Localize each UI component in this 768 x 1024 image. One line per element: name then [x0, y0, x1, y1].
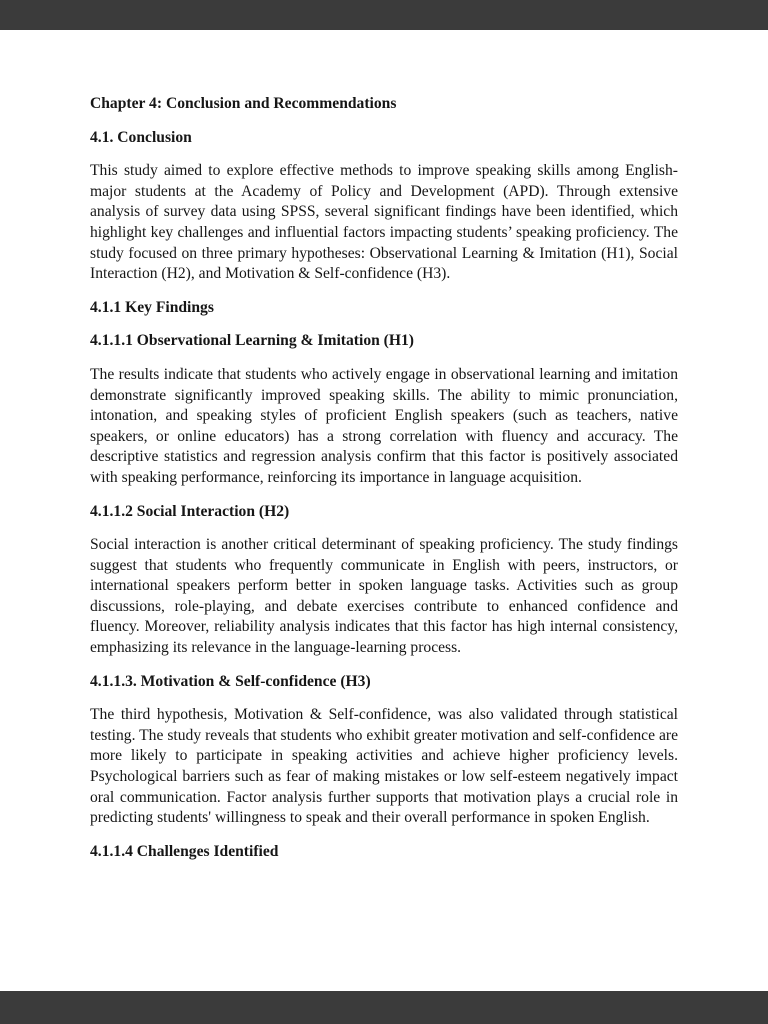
section-heading-observational-learning: 4.1.1.1 Observational Learning & Imitation (H1): [90, 332, 414, 350]
viewer-top-bar: [0, 0, 768, 30]
section-heading-motivation: 4.1.1.3. Motivation & Self-confidence (H3): [90, 672, 371, 690]
paragraph-conclusion: This study aimed to explore effective methods to improve speaking skills among English-major students at the Academy of Policy and Development (APD). Through extensive analysis of survey data using SPSS, several significant findings have been identified, which highlight key challenges and influential factors impacting students’ speaking proficiency. The study focused on three primary hypotheses: Observational Learning & Imitation (H1), Social Interaction (H2), and Motivation & Self-confidence (H3).: [90, 162, 678, 283]
section-heading-social-interaction: 4.1.1.2 Social Interaction (H2): [90, 502, 290, 520]
viewer-bottom-bar: [0, 991, 768, 1024]
paragraph-social-interaction: Social interaction is another critical determinant of speaking proficiency. The study findings suggest that students who frequently communicate in English with peers, instructors, or international speakers perform better in spoken language tasks. Activities such as group discussions, role-playing, and debate exercises contribute to enhanced confidence and fluency. Moreover, reliability analysis indicates that this factor has high internal consistency, emphasizing its relevance in the language-learning process.: [90, 536, 678, 657]
paragraph-observational-learning: The results indicate that students who actively engage in observational learning and imitation demonstrate significantly improved speaking skills. The ability to mimic pronunciation, intonation, and speaking styles of proficient English speakers (such as teachers, native speakers, or online educators) has a strong correlation with fluency and accuracy. The descriptive statistics and regression analysis confirm that this factor is positively associated with speaking performance, reinforcing its importance in language acquisition.: [90, 365, 678, 486]
section-heading-key-findings: 4.1.1 Key Findings: [90, 298, 214, 316]
paragraph-motivation: The third hypothesis, Motivation & Self-confidence, was also validated through statistical testing. The study reveals that students who exhibit greater motivation and self-confidence are more likely to participate in speaking activities and achieve higher proficiency levels. Psychological barriers such as fear of making mistakes or low self-esteem negatively impact oral communication. Factor analysis further supports that motivation plays a crucial role in predicting students' willingness to speak and their overall performance in spoken English.: [90, 706, 678, 827]
section-heading-challenges: 4.1.1.4 Challenges Identified: [90, 842, 279, 860]
document-page: [0, 30, 768, 991]
section-heading-conclusion: 4.1. Conclusion: [90, 128, 192, 146]
chapter-heading: Chapter 4: Conclusion and Recommendations: [90, 95, 397, 112]
